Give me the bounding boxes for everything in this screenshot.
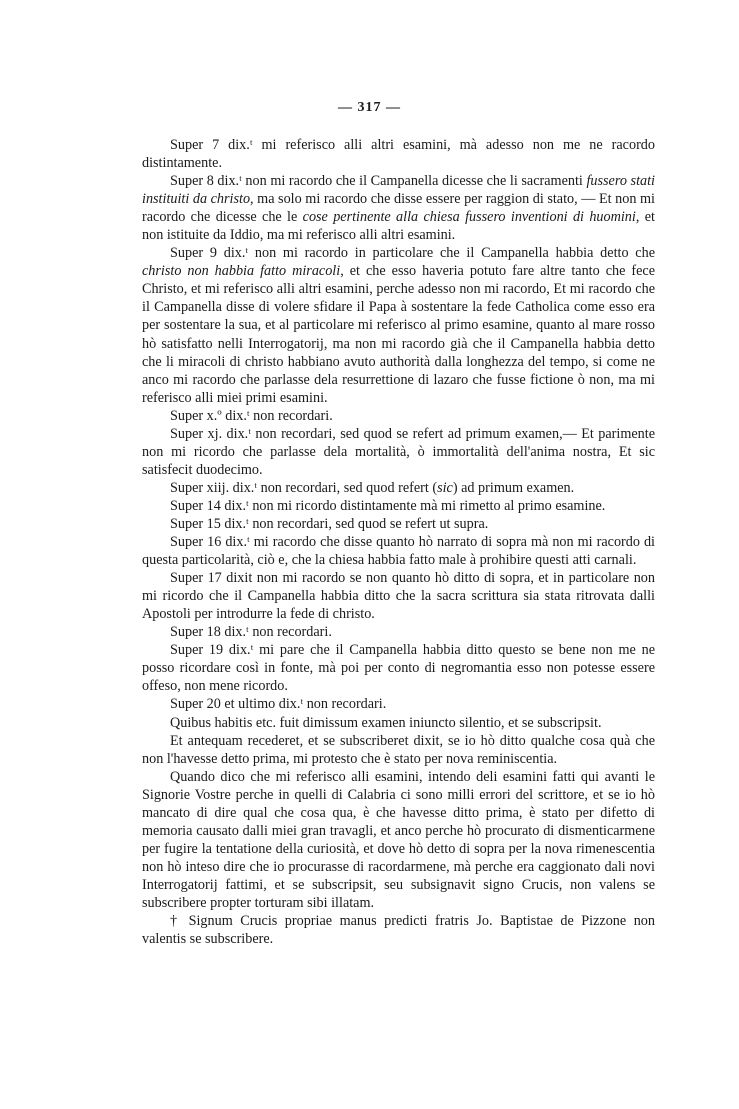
paragraph: Super 9 dix.ᵗ non mi racordo in particolare che il Campanella habbia detto che christo non habbia fatto miracoli, et che esso haveria potuto fare altre tanto che fece Christo, et mi referisco alli altri esamini, perche adesso non mi racordo, Et mi racordo che il Campanella disse di volere sfidare il Papa à sostentare la fede Catholica come esso era per sostentare la sua, et al particolare mi referisco al primo esamine, quanto al mare rosso hò satisfatto nelli Interrogatorij, ma non mi racordo già che il Campanella habbia detto che li miracoli di christo habbiano avuto authorità dalla longhezza del tempo, si come ne anco mi racordo che parlasse dela resurrettione di lazaro che fusse fictione ò non, ma mi referisco alli miei primi esamini. [142, 245, 655, 406]
paragraph: Super 7 dix.ᵗ mi referisco alli altri esamini, mà adesso non me ne racordo distintamente. [142, 137, 655, 172]
paragraph: Super 20 et ultimo dix.ᵗ non recordari. [170, 696, 387, 713]
paragraph: Super 16 dix.ᵗ mi racordo che disse quanto hò narrato di sopra mà non mi racordo di questa particolarità, ciò e, che la chiesa habbia fatto male à prohibire questi atti carnali. [142, 534, 655, 569]
paragraph: Super 18 dix.ᵗ non recordari. [170, 624, 332, 641]
paragraph: Super 19 dix.ᵗ mi pare che il Campanella habbia ditto questo se bene non me ne posso ricordare così in fonte, mà poi per conto di negromantia esso non potesse essere offeso, non mene ricordo. [142, 642, 655, 695]
paragraph: Super 8 dix.ᵗ non mi racordo che il Campanella dicesse che li sacramenti fussero stati instituiti da christo, ma solo mi racordo che disse essere per raggion di stato, — Et non mi racordo che dicesse che le cose pertinente alla chiesa fussero inventioni di huomini, et non istituite da Iddio, ma mi referisco alli altri esamini. [142, 173, 655, 244]
paragraph: Quando dico che mi referisco alli esamini, intendo deli esamini fatti qui avanti le Signorie Vostre perche in quelli di Calabria ci sono milli errori del scrittore, et se io hò mancato di dire qual che cosa qua, è che havesse ditto prima, è stato per difetto di memoria causato dalli miei gran travagli, et anco perche hò procurato di dismenticarmene per fugire la tentatione della curiosità, et dove hò detto di sopra per la nova rimenescentia non hò inteso dire che io procurasse di racordarmene, mà perche era caggionato dali novi Interrogatorij fattimi, et se subscripsit, seu subsignavit signo Crucis, non valens se subscribere propter torturam sibi illatam. [142, 768, 655, 911]
paragraph: Et antequam recederet, et se subscriberet dixit, se io hò ditto qualche cosa quà che non l'havesse detto prima, mi protesto che è stato per nova reminiscentia. [142, 732, 655, 767]
paragraph: Super x.º dix.ᵗ non recordari. [170, 407, 333, 424]
paragraph: Super xiij. dix.ᵗ non recordari, sed quod refert (sic) ad primum examen. [170, 479, 575, 496]
paragraph: Quibus habitis etc. fuit dimissum examen iniuncto silentio, et se subscripsit. [170, 714, 602, 731]
paragraph: Super 17 dixit non mi racordo se non quanto hò ditto di sopra, et in particolare non mi ricordo che il Campanella habbia ditto che la sacra scrittura sia stata ritrovata dalli Apostoli per introdurre la fede di christo. [142, 570, 655, 623]
signature-note: † Signum Crucis propriae manus predicti fratris Jo. Baptistae de Pizzone non valentis se subscribere. [142, 913, 655, 948]
body-text [142, 136, 655, 948]
paragraph: Super 14 dix.ᵗ non mi ricordo distintamente mà mi rimetto al primo esamine. [170, 497, 606, 514]
page-number: — 317 — [338, 100, 401, 115]
paragraph: Super xj. dix.ᵗ non recordari, sed quod se refert ad primum examen,— Et parimente non mi ricordo che parlasse dela mortalità, ò immortalità dell'anima nostra, Et sic satisfecit duodecimo. [142, 425, 655, 478]
paragraph: Super 15 dix.ᵗ non recordari, sed quod se refert ut supra. [170, 515, 489, 532]
